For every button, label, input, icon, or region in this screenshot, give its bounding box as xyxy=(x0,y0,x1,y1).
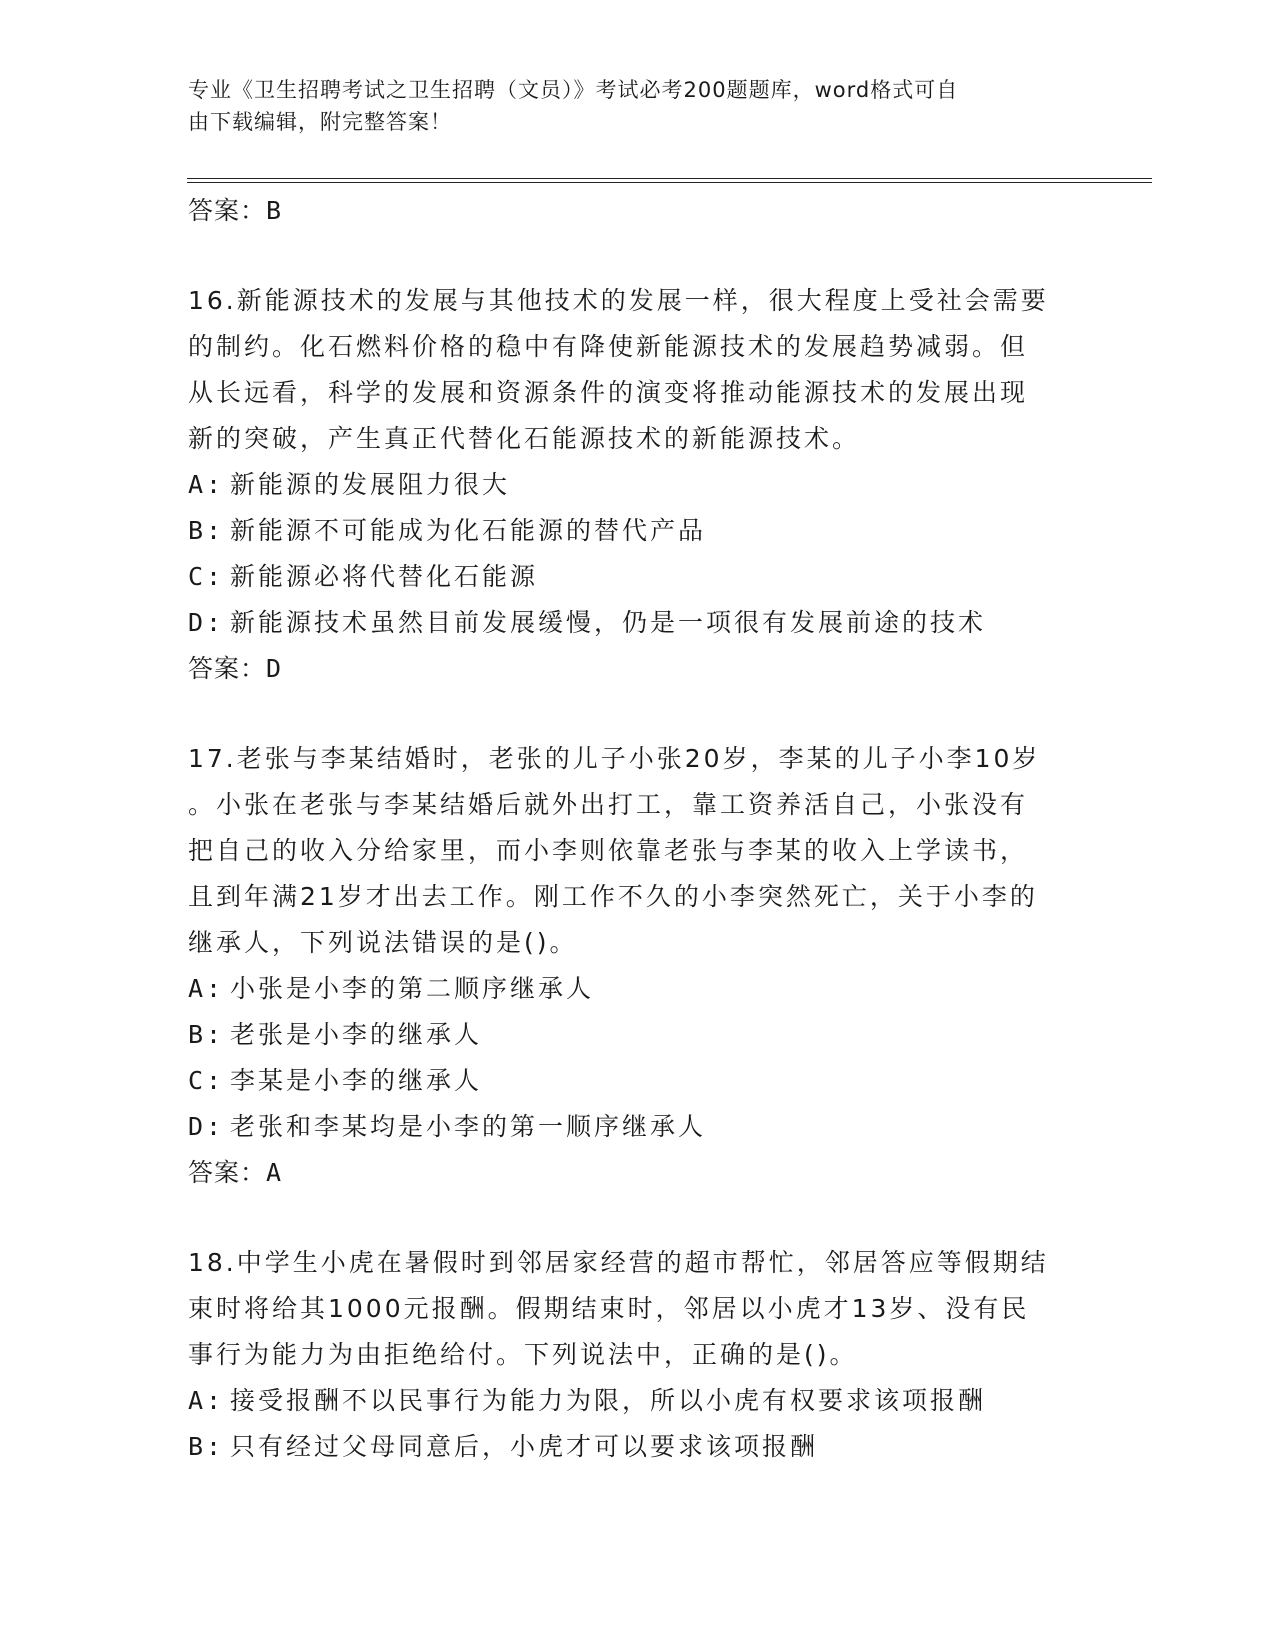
answer-label: 答案： xyxy=(188,654,267,683)
option-a xyxy=(188,1378,1088,1424)
question-number: 17. xyxy=(188,744,237,773)
answer-line xyxy=(188,188,1088,234)
question-16 xyxy=(188,278,1088,692)
question-stem-line: 。小张在老张与李某结婚后就外出打工，靠工资养活自己，小张没有 xyxy=(188,790,1029,819)
answer-value: D xyxy=(266,654,283,683)
option-letter: C: xyxy=(188,562,225,591)
option-letter: B: xyxy=(188,516,225,545)
option-text: 李某是小李的继承人 xyxy=(230,1066,483,1095)
option-d xyxy=(188,1104,1088,1150)
option-b xyxy=(188,508,1088,554)
question-text: 新能源技术的发展与其他技术的发展一样，很大程度上受社会需要 xyxy=(236,286,1049,315)
option-text: 接受报酬不以民事行为能力为限，所以小虎有权要求该项报酬 xyxy=(230,1386,987,1415)
question-stem-line: 束时将给其1000元报酬。假期结束时，邻居以小虎才13岁、没有民 xyxy=(188,1294,1030,1323)
question-stem-line: 的制约。化石燃料价格的稳中有降使新能源技术的发展趋势减弱。但 xyxy=(188,332,1029,361)
option-letter: B: xyxy=(188,1020,225,1049)
question-content xyxy=(188,188,1088,1470)
option-letter: D: xyxy=(188,1112,225,1141)
answer-line xyxy=(188,646,1088,692)
header-line-1: 专业《卫生招聘考试之卫生招聘（文员）》考试必考200题题库，word格式可自 xyxy=(188,78,959,102)
question-stem-line: 继承人，下列说法错误的是()。 xyxy=(188,928,578,957)
option-letter: D: xyxy=(188,608,225,637)
option-letter: A: xyxy=(188,1386,225,1415)
option-c xyxy=(188,1058,1088,1104)
answer-value: B xyxy=(266,196,283,225)
option-b xyxy=(188,1424,1088,1470)
question-number: 18. xyxy=(188,1248,237,1277)
option-text: 新能源必将代替化石能源 xyxy=(230,562,539,591)
option-b xyxy=(188,1012,1088,1058)
header-line-2: 由下载编辑，附完整答案！ xyxy=(188,110,452,134)
option-a xyxy=(188,966,1088,1012)
question-stem-line: 把自己的收入分给家里，而小李则依靠老张与李某的收入上学读书， xyxy=(188,836,1029,865)
question-stem-line xyxy=(188,278,1088,324)
option-text: 新能源不可能成为化石能源的替代产品 xyxy=(230,516,707,545)
option-text: 小张是小李的第二顺序继承人 xyxy=(230,974,595,1003)
option-text: 只有经过父母同意后，小虎才可以要求该项报酬 xyxy=(230,1432,819,1461)
question-stem-line: 从长远看，科学的发展和资源条件的演变将推动能源技术的发展出现 xyxy=(188,378,1029,407)
answer-label: 答案： xyxy=(188,1158,267,1187)
option-text: 老张和李某均是小李的第一顺序继承人 xyxy=(230,1112,707,1141)
option-c xyxy=(188,554,1088,600)
option-letter: C: xyxy=(188,1066,225,1095)
page-header xyxy=(188,74,1068,138)
question-stem-line xyxy=(188,1240,1088,1286)
question-stem-line: 且到年满21岁才出去工作。刚工作不久的小李突然死亡，关于小李的 xyxy=(188,882,1038,911)
option-text: 新能源技术虽然目前发展缓慢，仍是一项很有发展前途的技术 xyxy=(230,608,987,637)
question-text: 老张与李某结婚时，老张的儿子小张20岁，李某的儿子小李10岁 xyxy=(236,744,1041,773)
option-a xyxy=(188,462,1088,508)
question-17 xyxy=(188,736,1088,1196)
option-text: 新能源的发展阻力很大 xyxy=(230,470,511,499)
header-rule-bottom xyxy=(187,182,1152,183)
answer-line xyxy=(188,1150,1088,1196)
question-stem-line xyxy=(188,736,1088,782)
answer-value: A xyxy=(266,1158,283,1187)
answer-label: 答案： xyxy=(188,196,267,225)
option-letter: A: xyxy=(188,974,225,1003)
question-number: 16. xyxy=(188,286,237,315)
question-18 xyxy=(188,1240,1088,1470)
option-letter: A: xyxy=(188,470,225,499)
question-text: 中学生小虎在暑假时到邻居家经营的超市帮忙，邻居答应等假期结 xyxy=(236,1248,1049,1277)
option-d xyxy=(188,600,1088,646)
option-text: 老张是小李的继承人 xyxy=(230,1020,483,1049)
header-rule-top xyxy=(187,178,1152,179)
option-letter: B: xyxy=(188,1432,225,1461)
question-stem-line: 事行为能力为由拒绝给付。下列说法中，正确的是()。 xyxy=(188,1340,858,1369)
question-stem-line: 新的突破，产生真正代替化石能源技术的新能源技术。 xyxy=(188,424,861,453)
